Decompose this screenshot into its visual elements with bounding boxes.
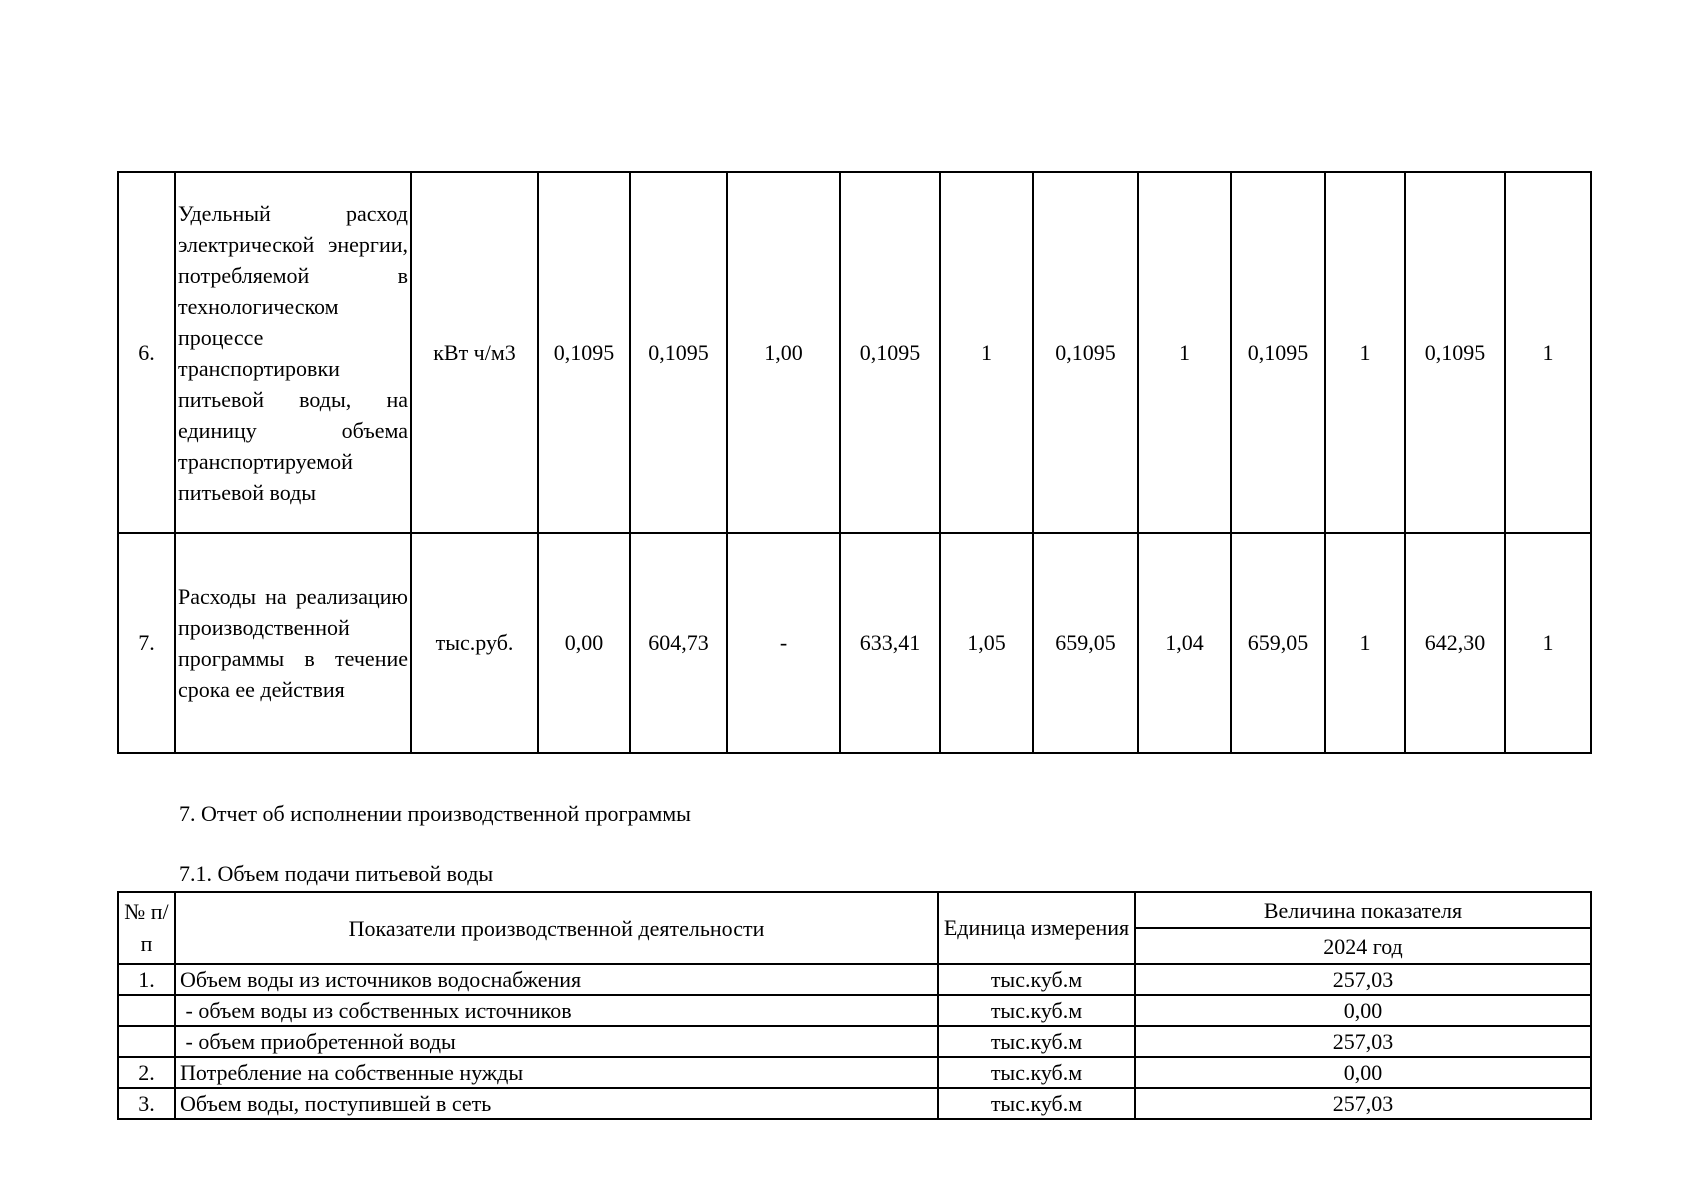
value-cell: 633,41 <box>840 533 940 753</box>
table-row <box>118 1026 1591 1057</box>
row-number: 3. <box>118 1088 175 1119</box>
row-number: 1. <box>118 964 175 995</box>
header-value-group: Величина показателя <box>1135 892 1591 928</box>
value-cell: 0,1095 <box>840 172 940 533</box>
value-cell: 604,73 <box>630 533 727 753</box>
value-cell: 0,00 <box>1135 995 1591 1026</box>
section-title: 7. Отчет об исполнении производственной программы <box>179 801 691 826</box>
value-cell: 257,03 <box>1135 964 1591 995</box>
value-cell: 0,1095 <box>630 172 727 533</box>
value-cell: 642,30 <box>1405 533 1505 753</box>
value-cell: 1 <box>1325 533 1405 753</box>
subsection-title: 7.1. Объем подачи питьевой воды <box>179 861 494 886</box>
value-cell: 1,04 <box>1138 533 1231 753</box>
value-cell: 1 <box>1505 172 1591 533</box>
unit-cell: тыс.куб.м <box>938 995 1135 1026</box>
value-cell: 0,1095 <box>1033 172 1138 533</box>
indicator-cell: - объем приобретенной воды <box>175 1026 938 1057</box>
indicator-cell: Объем воды, поступившей в сеть <box>175 1088 938 1119</box>
table-row <box>118 995 1591 1026</box>
row-number: 2. <box>118 1057 175 1088</box>
unit-cell: тыс.куб.м <box>938 964 1135 995</box>
value-cell: 257,03 <box>1135 1088 1591 1119</box>
unit-cell: кВт ч/м3 <box>411 172 538 533</box>
unit-cell: тыс.куб.м <box>938 1057 1135 1088</box>
table-header-row <box>118 892 1591 928</box>
table-row <box>118 964 1591 995</box>
table-row <box>118 533 1591 753</box>
value-cell: 1 <box>1325 172 1405 533</box>
table-row <box>118 1057 1591 1088</box>
table-row <box>118 172 1591 533</box>
indicator-cell: Потребление на собственные нужды <box>175 1057 938 1088</box>
value-cell: 0,1095 <box>538 172 630 533</box>
header-year: 2024 год <box>1135 928 1591 964</box>
value-cell: 1 <box>1138 172 1231 533</box>
row-number: 7. <box>118 533 175 753</box>
row-number: 6. <box>118 172 175 533</box>
indicator-cell: Объем воды из источников водоснабжения <box>175 964 938 995</box>
header-indicator: Показатели производственной деятельности <box>175 892 938 964</box>
value-cell: - <box>727 533 840 753</box>
indicator-description: Удельный расход электрической энергии, потребляемой в технологическом процессе транспортировки питьевой воды, на единицу объема транспортируемой питьевой воды <box>175 172 411 533</box>
value-cell: 659,05 <box>1033 533 1138 753</box>
indicator-cell: - объем воды из собственных источников <box>175 995 938 1026</box>
row-number <box>118 1026 175 1057</box>
indicators-table <box>117 171 1592 754</box>
value-cell: 0,1095 <box>1231 172 1325 533</box>
row-number <box>118 995 175 1026</box>
header-number: № п/п <box>118 892 175 964</box>
value-cell: 257,03 <box>1135 1026 1591 1057</box>
water-supply-table <box>117 891 1592 1120</box>
value-cell: 0,1095 <box>1405 172 1505 533</box>
table-row <box>118 1088 1591 1119</box>
unit-cell: тыс.куб.м <box>938 1088 1135 1119</box>
value-cell: 0,00 <box>1135 1057 1591 1088</box>
unit-cell: тыс.руб. <box>411 533 538 753</box>
header-unit: Единица измерения <box>938 892 1135 964</box>
value-cell: 1,00 <box>727 172 840 533</box>
value-cell: 1 <box>1505 533 1591 753</box>
value-cell: 0,00 <box>538 533 630 753</box>
value-cell: 1 <box>940 172 1033 533</box>
value-cell: 659,05 <box>1231 533 1325 753</box>
indicator-description: Расходы на реализацию производственной программы в течение срока ее действия <box>175 533 411 753</box>
unit-cell: тыс.куб.м <box>938 1026 1135 1057</box>
value-cell: 1,05 <box>940 533 1033 753</box>
